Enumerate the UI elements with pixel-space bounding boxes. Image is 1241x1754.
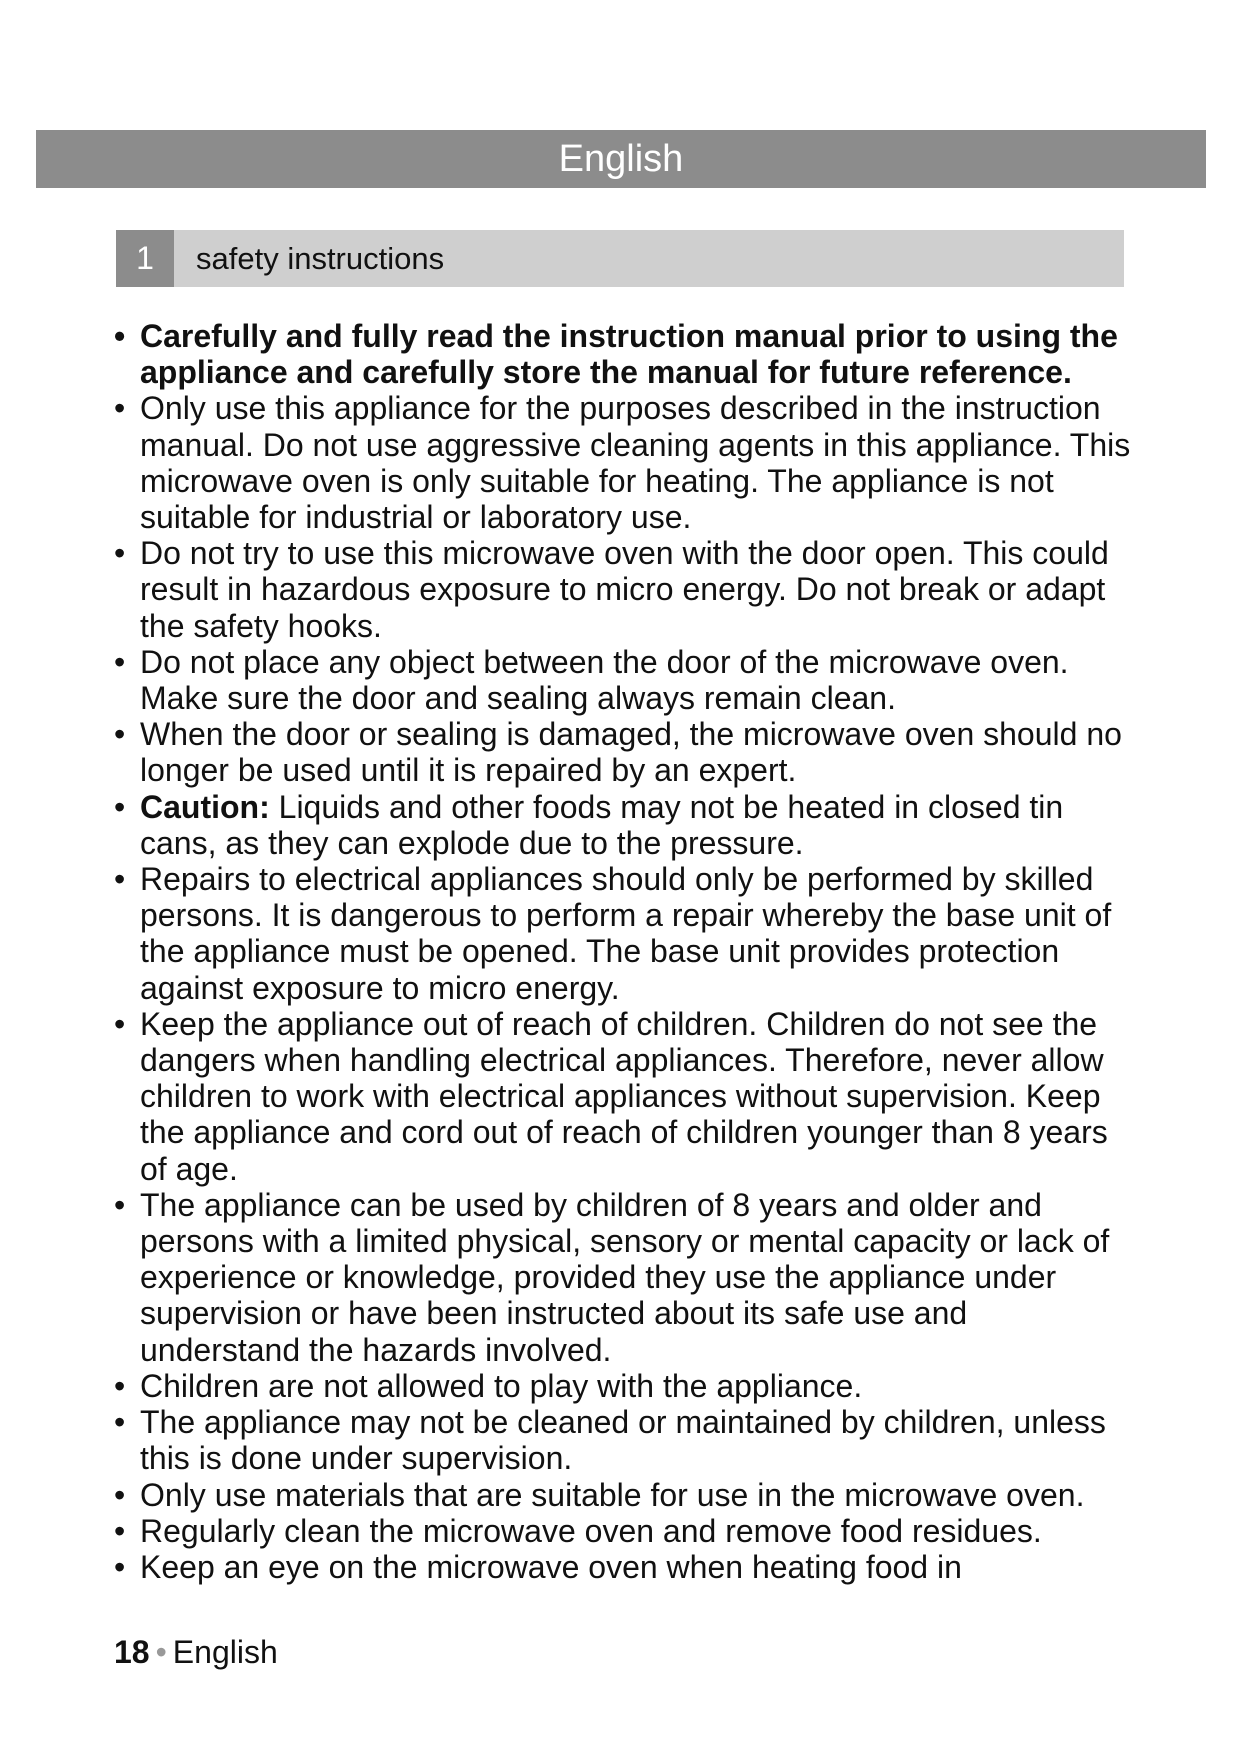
bullet-icon: •	[114, 788, 126, 825]
list-item	[114, 1187, 1134, 1368]
list-item	[114, 1513, 1134, 1549]
bullet-icon: •	[114, 1512, 126, 1549]
section-number: 1	[116, 230, 174, 287]
list-item-text: Do not try to use this microwave oven with the door open. This could result in hazardous exposure to micro energy. Do not break or adapt the safety hooks.	[140, 535, 1109, 644]
list-item	[114, 716, 1134, 788]
bullet-icon: •	[114, 1005, 126, 1042]
page-footer	[114, 1632, 278, 1672]
list-item-text: Keep the appliance out of reach of children. Children do not see the dangers when handling electrical appliances. Therefore, never allow children to work with electrical appliances without supervision. Keep the appliance and cord out of reach of children younger than 8 years of age.	[140, 1005, 1108, 1187]
list-item-text: When the door or sealing is damaged, the microwave oven should no longer be used until it is repaired by an expert.	[140, 716, 1122, 789]
list-item-text: Repairs to electrical appliances should only be performed by skilled persons. It is dangerous to perform a repair whereby the base unit of the appliance must be opened. The base unit provides protection against exposure to micro energy.	[140, 861, 1112, 1006]
bullet-icon: •	[114, 1548, 126, 1585]
list-item	[114, 318, 1134, 390]
list-item	[114, 1404, 1134, 1476]
language-banner: English	[36, 130, 1206, 188]
footer-separator: •	[155, 1634, 167, 1670]
bullet-icon: •	[114, 716, 126, 753]
bullet-icon: •	[114, 1186, 126, 1223]
list-item-text: The appliance may not be cleaned or maintained by children, unless this is done under supervision.	[140, 1404, 1106, 1477]
safety-instructions-list	[114, 318, 1134, 1585]
list-item-text: Only use materials that are suitable for use in the microwave oven.	[140, 1476, 1085, 1513]
bullet-icon: •	[114, 1404, 126, 1441]
list-item-caution	[114, 789, 1134, 861]
bullet-icon: •	[114, 535, 126, 572]
list-item	[114, 1549, 1134, 1585]
bullet-icon: •	[114, 1476, 126, 1513]
list-item-text: Children are not allowed to play with the appliance.	[140, 1367, 863, 1404]
list-item	[114, 1006, 1134, 1187]
list-item-text: Do not place any object between the door of the microwave oven. Make sure the door and sealing always remain clean.	[140, 643, 1069, 717]
list-item-text: Keep an eye on the microwave oven when heating food in	[140, 1548, 962, 1585]
bullet-icon: •	[114, 643, 126, 680]
list-item-text: Regularly clean the microwave oven and remove food residues.	[140, 1512, 1042, 1549]
list-item	[114, 1368, 1134, 1404]
list-item-text: The appliance can be used by children of 8 years and older and persons with a limited physical, sensory or mental capacity or lack of experience or knowledge, provided they use the appliance under supervision or have been instructed about its safe use and understand the hazards involved.	[140, 1186, 1110, 1368]
bullet-icon: •	[114, 861, 126, 898]
list-item	[114, 1477, 1134, 1513]
footer-language: English	[172, 1634, 278, 1670]
list-item-text: Only use this appliance for the purposes described in the instruction manual. Do not use aggressive cleaning agents in this appliance. This microwave oven is only suitable for heating. The appliance is not suitable for industrial or laboratory use.	[140, 390, 1131, 536]
caution-label: Caution:	[140, 788, 270, 825]
list-item	[114, 390, 1134, 535]
bullet-icon: •	[114, 1367, 126, 1404]
list-item-text: Carefully and fully read the instruction manual prior to using the appliance and carefully store the manual for future reference.	[140, 318, 1118, 391]
bullet-icon: •	[114, 318, 126, 354]
list-item	[114, 644, 1134, 716]
list-item	[114, 861, 1134, 1006]
section-title: safety instructions	[196, 241, 445, 276]
bullet-icon: •	[114, 390, 126, 427]
list-item-text: Liquids and other foods may not be heated in closed tin cans, as they can explode due to the pressure.	[140, 788, 1064, 861]
section-header	[116, 230, 1124, 287]
page-number: 18	[114, 1634, 150, 1670]
list-item	[114, 535, 1134, 644]
